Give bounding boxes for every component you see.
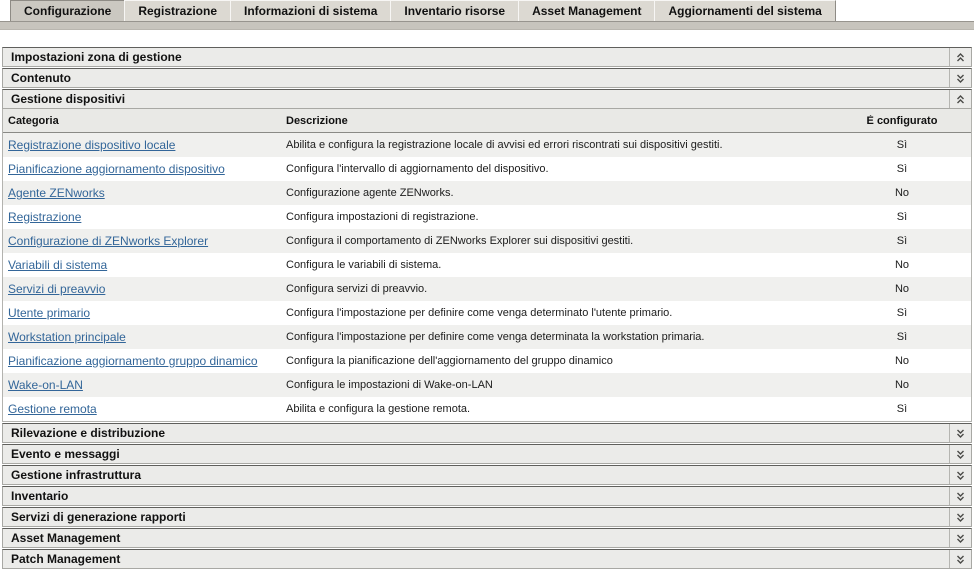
configured-value: Sì — [896, 139, 908, 151]
double-chevron-down-icon — [955, 73, 966, 84]
configured-value: Sì — [896, 235, 908, 247]
table-row — [3, 373, 971, 397]
configured-value: No — [894, 355, 910, 367]
table-row — [3, 205, 971, 229]
panel-title: Impostazioni zona di gestione — [11, 50, 182, 64]
expand-panel-button[interactable] — [949, 550, 971, 568]
panel-title: Servizi di generazione rapporti — [11, 510, 186, 524]
category-link[interactable]: Servizi di preavvio — [8, 282, 106, 296]
double-chevron-down-icon — [955, 470, 966, 481]
configured-value: No — [894, 379, 910, 391]
column-header-descrizione: Descrizione — [286, 114, 348, 127]
category-description: Configura l'intervallo di aggiornamento del dispositivo. — [286, 163, 549, 175]
table-row — [3, 253, 971, 277]
double-chevron-down-icon — [955, 428, 966, 439]
table-row — [3, 181, 971, 205]
category-link[interactable]: Pianificazione aggiornamento dispositivo — [8, 162, 225, 176]
category-link[interactable]: Utente primario — [8, 306, 91, 320]
category-link[interactable]: Variabili di sistema — [8, 258, 108, 272]
category-link[interactable]: Wake-on-LAN — [8, 378, 83, 392]
panel-title: Patch Management — [11, 552, 121, 566]
panel-title: Evento e messaggi — [11, 447, 120, 461]
expand-panel-button[interactable] — [949, 424, 971, 442]
double-chevron-down-icon — [955, 491, 966, 502]
tab-strip — [0, 21, 974, 30]
category-link[interactable]: Workstation principale — [8, 330, 126, 344]
collapsed-panels — [2, 423, 972, 569]
expand-panel-button[interactable] — [949, 487, 971, 505]
panel-title: Inventario — [11, 489, 69, 503]
configured-value: Sì — [896, 211, 908, 223]
panel-inventario[interactable] — [2, 486, 972, 506]
expand-panel-button[interactable] — [949, 529, 971, 547]
configured-value: No — [894, 283, 910, 295]
tab-informazioni-di-sistema[interactable]: Informazioni di sistema — [230, 0, 391, 21]
category-description: Configura le variabili di sistema. — [286, 259, 442, 271]
panel-gestione-dispositivi[interactable] — [2, 89, 972, 109]
panel-gestione-infrastruttura[interactable] — [2, 465, 972, 485]
tab-aggiornamenti-del-sistema[interactable]: Aggiornamenti del sistema — [654, 0, 835, 21]
table-row — [3, 301, 971, 325]
expand-panel-button[interactable] — [949, 445, 971, 463]
panel-title: Gestione infrastruttura — [11, 468, 142, 482]
category-link[interactable]: Registrazione — [8, 210, 82, 224]
category-description: Configura l'impostazione per definire come venga determinata la workstation primaria. — [286, 331, 705, 343]
content-area — [2, 47, 972, 569]
double-chevron-down-icon — [955, 554, 966, 565]
configured-value: Sì — [896, 163, 908, 175]
category-link[interactable]: Configurazione di ZENworks Explorer — [8, 234, 209, 248]
tab-inventario-risorse[interactable]: Inventario risorse — [390, 0, 519, 21]
category-link[interactable]: Agente ZENworks — [8, 186, 105, 200]
table-header-row — [3, 109, 971, 133]
configured-value: Sì — [896, 403, 908, 415]
panel-servizi-di-generazione-rapporti[interactable] — [2, 507, 972, 527]
panel-patch-management[interactable] — [2, 549, 972, 569]
category-link[interactable]: Registrazione dispositivo locale — [8, 138, 176, 152]
category-description: Configura la pianificazione dell'aggiornamento del gruppo dinamico — [286, 355, 613, 367]
double-chevron-down-icon — [955, 512, 966, 523]
panel-title: Contenuto — [11, 71, 71, 85]
expand-panel-button[interactable] — [949, 69, 971, 87]
tab-registrazione[interactable]: Registrazione — [124, 0, 231, 21]
category-link[interactable]: Pianificazione aggiornamento gruppo dinamico — [8, 354, 258, 368]
panel-contenuto[interactable] — [2, 68, 972, 88]
expand-panel-button[interactable] — [949, 508, 971, 526]
category-description: Abilita e configura la gestione remota. — [286, 403, 471, 415]
table-row — [3, 349, 971, 373]
category-description: Abilita e configura la registrazione locale di avvisi ed errori riscontrati sui dispositivi gestiti. — [286, 139, 723, 151]
category-description: Configurazione agente ZENworks. — [286, 187, 454, 199]
panel-title: Rilevazione e distribuzione — [11, 426, 166, 440]
panel-asset-management[interactable] — [2, 528, 972, 548]
double-chevron-up-icon — [955, 52, 966, 63]
table-row — [3, 325, 971, 349]
panel-impostazioni-zona-di-gestione[interactable] — [2, 47, 972, 67]
double-chevron-down-icon — [955, 533, 966, 544]
collapse-panel-button[interactable] — [949, 90, 971, 108]
table-row — [3, 157, 971, 181]
table-row — [3, 397, 971, 421]
panel-rilevazione-e-distribuzione[interactable] — [2, 423, 972, 443]
panel-title: Gestione dispositivi — [11, 92, 126, 106]
category-description: Configura il comportamento di ZENworks Explorer sui dispositivi gestiti. — [286, 235, 634, 247]
double-chevron-up-icon — [955, 94, 966, 105]
configured-value: No — [894, 187, 910, 199]
column-header-configurato: È configurato — [866, 114, 938, 127]
tab-asset-management[interactable]: Asset Management — [518, 0, 655, 21]
category-description: Configura l'impostazione per definire come venga determinato l'utente primario. — [286, 307, 673, 319]
category-description: Configura le impostazioni di Wake-on-LAN — [286, 379, 493, 391]
configured-value: No — [894, 259, 910, 271]
category-link[interactable]: Gestione remota — [8, 402, 97, 416]
collapse-panel-button[interactable] — [949, 48, 971, 66]
panel-evento-e-messaggi[interactable] — [2, 444, 972, 464]
tab-configurazione[interactable]: Configurazione — [10, 0, 125, 21]
category-description: Configura servizi di preavvio. — [286, 283, 428, 295]
configured-value: Sì — [896, 307, 908, 319]
category-description: Configura impostazioni di registrazione. — [286, 211, 479, 223]
table-row — [3, 277, 971, 301]
tab-bar — [0, 0, 974, 21]
column-header-categoria: Categoria — [8, 114, 59, 127]
table-row — [3, 133, 971, 157]
panel-title: Asset Management — [11, 531, 121, 545]
double-chevron-down-icon — [955, 449, 966, 460]
configured-value: Sì — [896, 331, 908, 343]
table-row — [3, 229, 971, 253]
expand-panel-button[interactable] — [949, 466, 971, 484]
settings-table — [2, 109, 972, 422]
